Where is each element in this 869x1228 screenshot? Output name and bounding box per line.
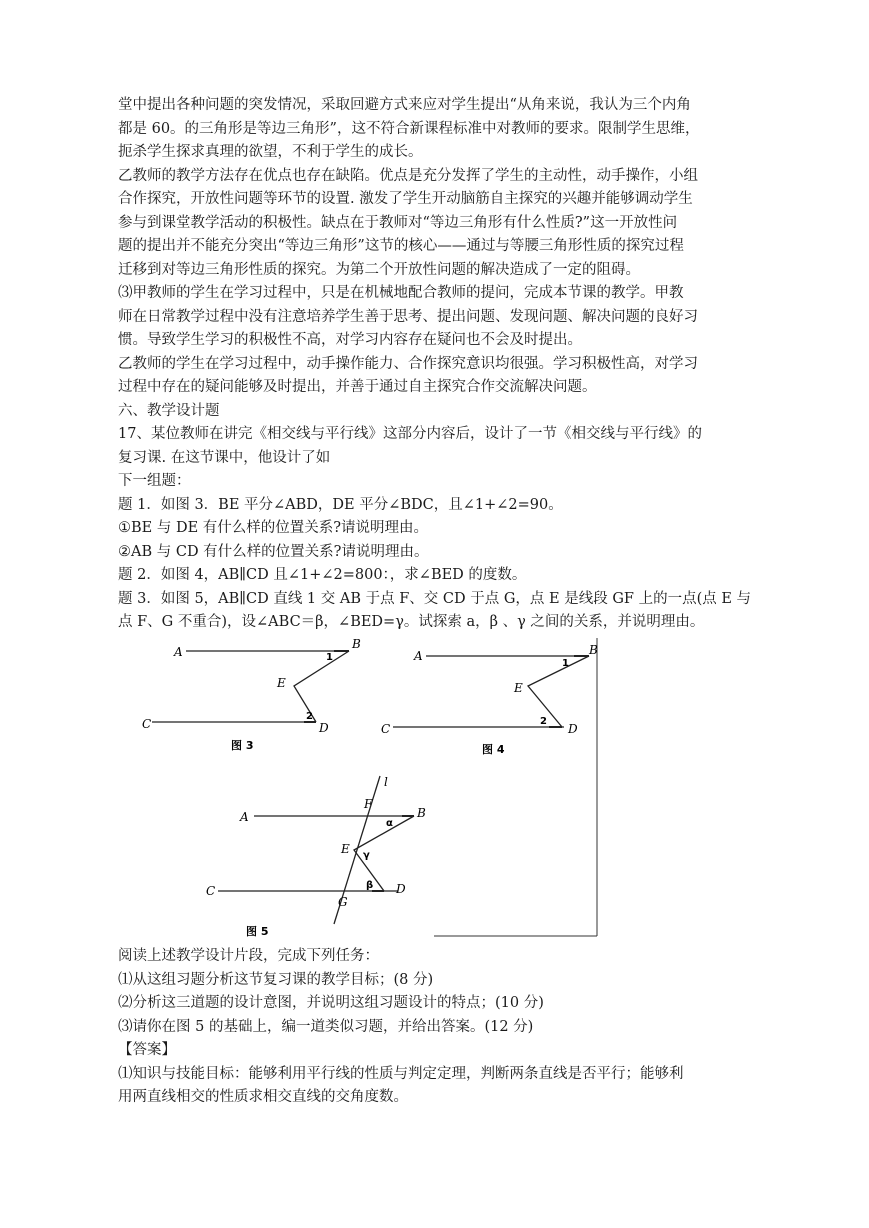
answer-text-bottom: [118, 945, 758, 1110]
point-label: B: [352, 637, 361, 651]
section-heading: 六、教学设计题: [118, 402, 220, 419]
point-label: E: [277, 676, 286, 690]
answer-heading: 【答案】: [118, 1042, 176, 1058]
figure-3: [142, 637, 361, 752]
point-label: G: [338, 895, 348, 909]
point-label: C: [142, 717, 152, 731]
task-item: ⑶请你在图 5 的基础上，编一道类似习题，并给出答案。(12 分): [118, 1018, 534, 1035]
point-label: B: [589, 643, 598, 657]
point-label: E: [341, 842, 350, 856]
text-line: ⑶甲教师的学生在学习过程中，只是在机械地配合教师的提问，完成本节课的教学。甲教: [118, 285, 684, 301]
problem-1-part-1: ①BE 与 DE 有什么样的位置关系?请说明理由。: [118, 520, 429, 536]
point-label: C: [206, 884, 216, 898]
angle-label: 1: [326, 652, 333, 663]
figure-5: [206, 775, 426, 938]
text-line: 题的提出并不能充分突出“等边三角形”这节的核心——通过与等腰三角形性质的探究过程: [118, 238, 684, 254]
geometry-figures: [134, 636, 600, 938]
task-intro: 阅读上述教学设计片段，完成下列任务：: [118, 948, 379, 964]
figure-4: [381, 643, 598, 756]
answer-text: 用两直线相交的性质求相交直线的交角度数。: [118, 1089, 408, 1105]
text-line: 都是 60。的三角形是等边三角形”，这不符合新课程标准中对教师的要求。限制学生思维，: [118, 120, 700, 137]
point-label: D: [396, 882, 406, 896]
problem-3: 题 3．如图 5，AB∥CD 直线 1 交 AB 于点 F、交 CD 于点 G，点 E 是线段 GF 上的一点(点 E 与: [118, 590, 752, 607]
question-text: 17、某位教师在讲完《相交线与平行线》这部分内容后，设计了一节《相交线与平行线》的: [118, 426, 702, 442]
text-line: 师在日常教学过程中没有注意培养学生善于思考、提出问题、发现问题、解决问题的良好习: [118, 308, 698, 325]
angle-label: 2: [540, 716, 547, 727]
question-text: 下一组题：: [118, 473, 191, 489]
figure-caption: 图 5: [246, 925, 269, 938]
problem-2: 题 2．如图 4，AB∥CD 且∠1+∠2=800：，求∠BED 的度数。: [118, 567, 527, 583]
text-line: 过程中存在的疑问能够及时提出，并善于通过自主探究合作交流解决问题。: [118, 379, 597, 395]
task-item: ⑵分析这三道题的设计意图，并说明这组习题设计的特点；(10 分): [118, 995, 544, 1011]
text-line: 迁移到对等边三角形性质的探究。为第二个开放性问题的解决造成了一定的阻碍。: [118, 261, 640, 278]
point-label: D: [319, 721, 329, 735]
text-line: 乙教师的学生在学习过程中，动手操作能力、合作探究意识均很强。学习积极性高，对学习: [118, 355, 698, 372]
figure-caption: 图 3: [231, 739, 254, 752]
angle-label: γ: [363, 850, 370, 861]
answer-text: ⑴知识与技能目标：能够利用平行线的性质与判定定理，判断两条直线是否平行；能够利: [118, 1065, 684, 1082]
problem-1: 题 1．如图 3．BE 平分∠ABD，DE 平分∠BDC，且∠1+∠2=90。: [118, 496, 563, 513]
point-label: A: [174, 645, 183, 659]
text-line: 扼杀学生探求真理的欲望，不利于学生的成长。: [118, 144, 423, 160]
task-item: ⑴从这组习题分析这节复习课的教学目标；(8 分): [118, 971, 434, 988]
text-line: 惯。导致学生学习的积极性不高，对学习内容存在疑问也不会及时提出。: [118, 332, 582, 348]
text-line: 参与到课堂教学活动的积极性。缺点在于教师对“等边三角形有什么性质?”这一开放性问: [118, 214, 678, 231]
line-label: l: [384, 775, 388, 789]
angle-label: 1: [562, 658, 569, 669]
text-line: 乙教师的教学方法存在优点也存在缺陷。优点是充分发挥了学生的主动性，动手操作，小组: [118, 167, 698, 184]
text-line: 堂中提出各种问题的突发情况，采取回避方式来应对学生提出“从角来说，我认为三个内角: [118, 97, 691, 113]
angle-label: α: [386, 818, 393, 829]
question-text: 复习课. 在这节课中，他设计了如: [118, 449, 331, 466]
point-label: D: [568, 722, 578, 736]
point-label: A: [414, 649, 423, 663]
problem-1-part-2: ②AB 与 CD 有什么样的位置关系?请说明理由。: [118, 543, 429, 560]
point-label: A: [240, 810, 249, 824]
angle-label: 2: [306, 711, 313, 722]
point-label: F: [364, 797, 373, 811]
answer-text-top: [118, 94, 758, 635]
point-label: C: [381, 722, 391, 736]
point-label: E: [514, 681, 523, 695]
point-label: B: [417, 806, 426, 820]
figure-caption: 图 4: [482, 743, 505, 756]
text-line: 合作探究，开放性问题等环节的设置. 激发了学生开动脑筋自主探究的兴趣并能够调动学生: [118, 191, 693, 207]
angle-label: β: [366, 880, 374, 891]
problem-3-cont: 点 F、G 不重合)，设∠ABC＝β，∠BED=γ。试探索 a，β 、γ 之间的关系，并说明理由。: [118, 614, 705, 630]
